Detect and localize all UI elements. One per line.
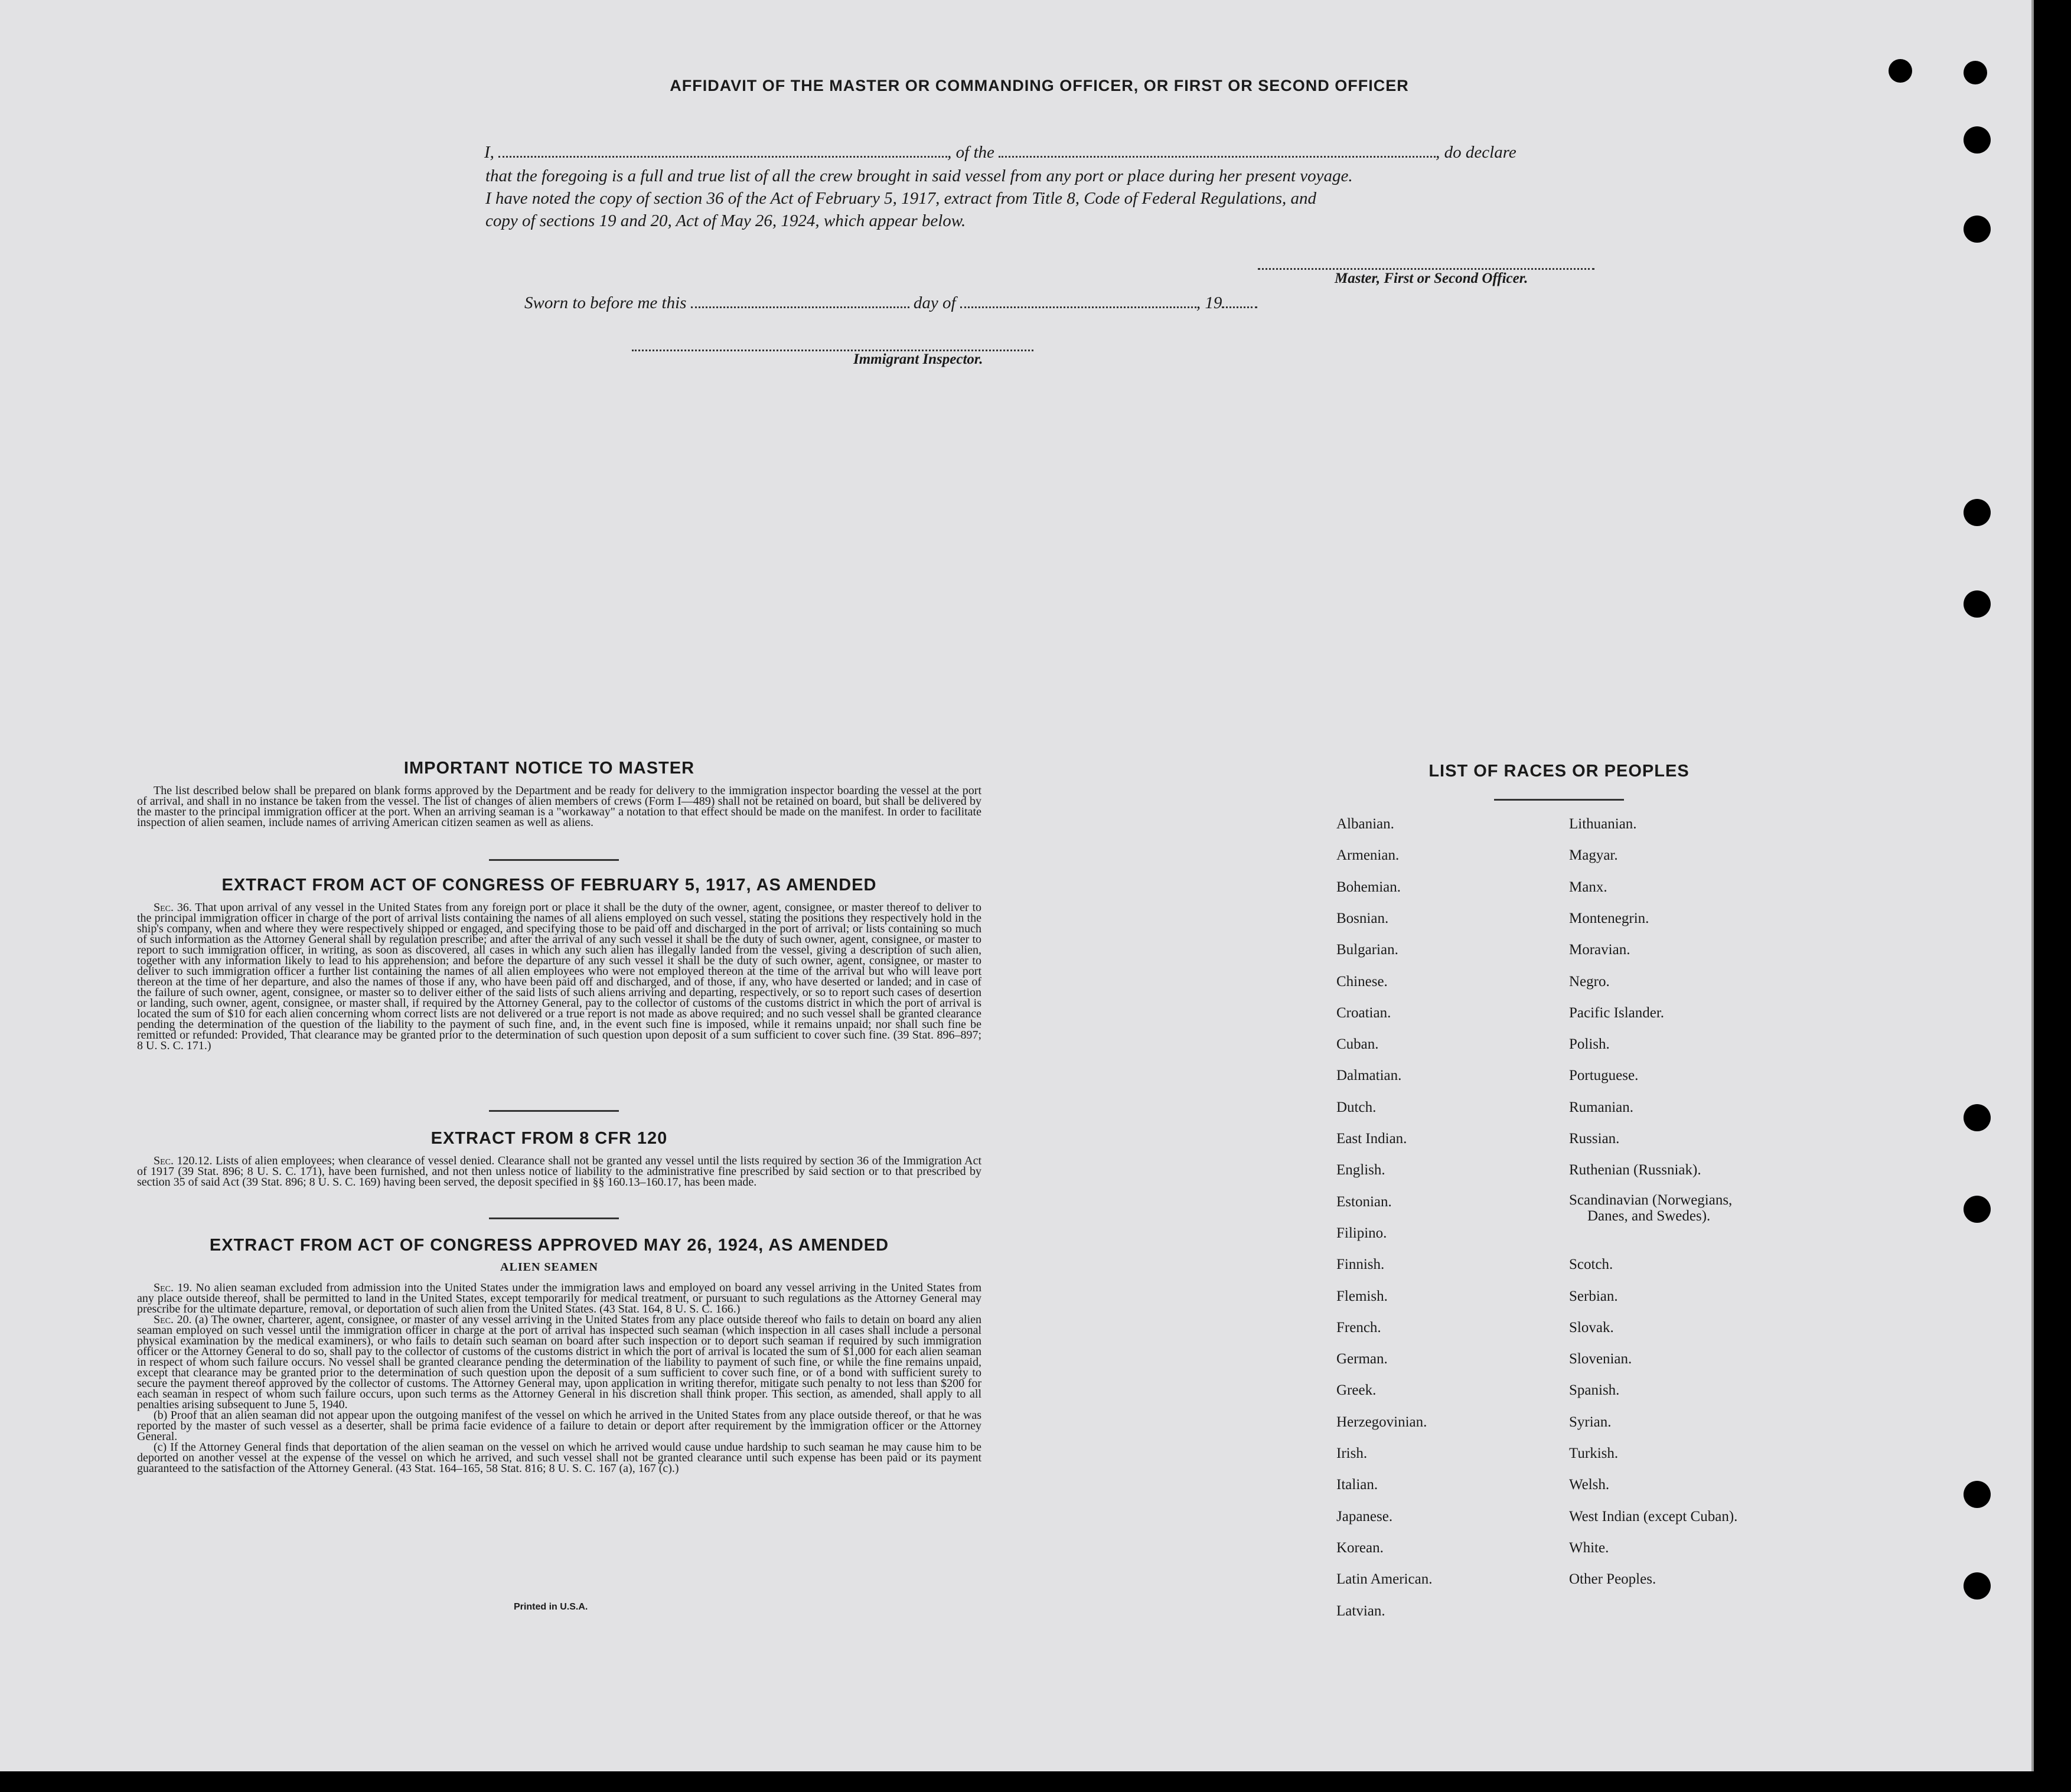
punch-hole — [1964, 499, 1991, 526]
race-item: Serbian. — [1569, 1288, 1618, 1304]
extract-cfr-block — [137, 1156, 981, 1187]
race-item: Portuguese. — [1569, 1068, 1639, 1084]
sec-36-label: Sec. 36. — [154, 901, 192, 914]
races-title-rule — [1494, 799, 1624, 801]
sworn-day-field[interactable] — [691, 301, 909, 308]
race-item: Italian. — [1336, 1477, 1378, 1493]
race-item: Korean. — [1336, 1539, 1384, 1556]
punch-hole — [1964, 1196, 1991, 1223]
race-item: English. — [1336, 1162, 1385, 1179]
race-item: West Indian (except Cuban). — [1569, 1508, 1738, 1525]
punch-hole — [1964, 1572, 1991, 1600]
inspector-signature-label: Immigrant Inspector. — [853, 351, 983, 367]
sec-19-label: Sec. 19. — [154, 1281, 193, 1294]
punch-hole — [1964, 1104, 1991, 1131]
extract-1924-subtitle: ALIEN SEAMEN — [500, 1261, 598, 1274]
notice-divider — [489, 859, 619, 861]
race-item: Dalmatian. — [1336, 1068, 1402, 1084]
race-item: Spanish. — [1569, 1382, 1620, 1399]
race-item: Slovak. — [1569, 1319, 1614, 1336]
punch-hole — [1964, 126, 1991, 154]
race-item: Polish. — [1569, 1036, 1610, 1053]
sworn-month-field[interactable] — [960, 301, 1196, 308]
race-item: Estonian. — [1336, 1193, 1392, 1210]
sworn-line — [524, 293, 1410, 313]
sec-20-label: Sec. 20. — [154, 1313, 192, 1326]
race-item: Japanese. — [1336, 1508, 1393, 1525]
punch-hole — [1889, 59, 1912, 83]
race-item: Manx. — [1569, 879, 1607, 895]
extract-1917-title: EXTRACT FROM ACT OF CONGRESS OF FEBRUARY 5, 1917, AS AMENDED — [221, 876, 877, 895]
affidavit-of-the: , of the — [947, 143, 994, 162]
extract-cfr-title: EXTRACT FROM 8 CFR 120 — [430, 1129, 668, 1148]
race-item: Scandinavian (Norwegians, — [1569, 1192, 1733, 1208]
extract-cfr-divider — [489, 1217, 619, 1219]
race-item: Chinese. — [1336, 973, 1388, 990]
race-item: Bulgarian. — [1336, 942, 1398, 958]
affidavit-do-declare: , do declare — [1436, 143, 1516, 162]
race-item: Scotch. — [1569, 1256, 1613, 1273]
affidavit-line-3: copy of sections 19 and 20, Act of May 26, 1924, which appear below. — [485, 211, 966, 230]
year-label: , 19 — [1196, 293, 1222, 312]
affidavit-line-1: that the foregoing is a full and true list of all the crew brought in said vessel from any port or place during her present voyage. — [485, 167, 1353, 185]
race-item: Flemish. — [1336, 1288, 1388, 1304]
race-item: Slovenian. — [1569, 1351, 1632, 1367]
sworn-year-field[interactable] — [1222, 301, 1257, 308]
master-signature-label: Master, First or Second Officer. — [1335, 270, 1528, 286]
race-item: Finnish. — [1336, 1256, 1385, 1273]
sworn-label: Sworn to before me this — [524, 293, 687, 312]
race-item: Danes, and Swedes). — [1587, 1207, 1711, 1224]
notice-title: IMPORTANT NOTICE TO MASTER — [403, 759, 695, 778]
sec-36-text: That upon arrival of any vessel in the United States from any foreign port or place it shall be the duty of the owner, agent, consignee, or master thereof to deliver to the principal immigration officer in charge of the port of arrival lists containing the names of all aliens employed on such vessel, stating the positions they respectively hold in the ship's company, when and where they were respectively shipped or engaged, and specifying those to be paid off and discharged in the port of arrival; or lists containing so much of such information as the Attorney General shall by regulation prescribe; and after the arrival of any such vessel it shall be the duty of such owner, agent, consignee, or master to report to such immigration officer, in writing, as soon as discovered, all cases in which any such alien has illegally landed from the vessel, giving a description of such alien, together with any information likely to lead to his apprehension; and before the departure of any such vessel it shall be the duty of such owner, agent, consignee, or master to deliver to such immigration officer a further list containing the names of all alien employees who were not employed thereon at the time of the arrival but who will leave port thereon at the time of her departure, and also the names of those if any, who have been paid off and discharged, and of those, if any, who have deserted or landed; and in case of the failure of such owner, agent, consignee, or master so to deliver either of the said lists of such aliens arriving and departing, respectively, or so to report such cases of desertion or landing, such owner, agent, consignee, or master shall, if required by the Attorney General, pay to the collector of customs of the customs district in which the port of arrival is located the sum of $10 for each alien concerning whom correct lists are not delivered or a true report is not made as above required; and no such vessel shall be granted clearance pending the determination of the question of the liability to the payment of such fine, and, in the event such fine is imposed, while it remains unpaid; nor shall such fine be remitted or refunded: Provided, That clearance may be granted prior to the determination of such question upon deposit of a sum sufficient to cover such fine. (39 Stat. 896–897; 8 U. S. C. 171.) — [137, 901, 981, 1052]
affidavit-title: AFFIDAVIT OF THE MASTER OR COMMANDING OFFICER, OR FIRST OR SECOND OFFICER — [670, 77, 1409, 94]
races-title: LIST OF RACES OR PEOPLES — [1428, 762, 1690, 781]
affidavit-line-2: I have noted the copy of section 36 of the Act of February 5, 1917, extract from Title 8, Code of Federal Regulations, and — [485, 189, 1317, 208]
race-item: White. — [1569, 1539, 1609, 1556]
race-item: Irish. — [1336, 1445, 1368, 1461]
race-item: Pacific Islander. — [1569, 1004, 1665, 1021]
sec-20a-text: (a) The owner, charterer, agent, consignee, or master of any vessel arriving in the United States from any place outside thereof who fails to detain on board any alien seaman employed on such vessel until the immigration officer in charge at the port of arrival has inspected such seaman (which inspection in all cases shall include a personal physical examination by the medical examiners), or who fails to detain such seaman on board after such inspection or to deport such seaman if required by such immigration officer or the Attorney General to do so, shall pay to the collector of customs of the customs district in which the port of arrival is located the sum of $1,000 for each alien seaman in respect of whom such failure occurs. No vessel shall be granted clearance pending the determination of the liability to payment of such fine, or while the fine remains unpaid, except that clearance may be granted prior to the determination of such question upon the deposit of a sum sufficient to cover such fine, or of a bond with sufficient surety to secure the payment thereof approved by the collector of customs. The Attorney General may, upon application in writing therefor, mitigate such penalty to not less than $200 for each seaman in respect of whom such failure occurs, upon such terms as the Attorney General in his discretion shall think proper. This section, as amended, shall apply to all penalties arising subsequent to June 5, 1940. — [137, 1313, 982, 1411]
affidavit-i: I, — [484, 143, 494, 162]
vessel-field[interactable] — [999, 150, 1436, 158]
affidavit-declaration-line — [484, 143, 1594, 162]
race-item: Albanian. — [1336, 816, 1394, 832]
race-item: Armenian. — [1336, 847, 1400, 864]
race-item: East Indian. — [1336, 1131, 1407, 1147]
inspector-signature-field[interactable] — [632, 344, 1033, 351]
race-item: Greek. — [1336, 1382, 1377, 1399]
race-item: French. — [1336, 1319, 1381, 1336]
race-item: German. — [1336, 1351, 1388, 1367]
sheet-edge — [2031, 0, 2034, 1771]
race-item: Russian. — [1569, 1131, 1620, 1147]
race-item: Latin American. — [1336, 1571, 1433, 1588]
race-item: Magyar. — [1569, 847, 1618, 864]
punch-hole — [1964, 216, 1991, 243]
race-item: Lithuanian. — [1569, 816, 1637, 832]
race-item: Syrian. — [1569, 1414, 1612, 1430]
race-item: Other Peoples. — [1569, 1571, 1656, 1588]
sec-20c-text: (c) If the Attorney General finds that deportation of the alien seaman on the vessel on which he arrived would cause undue hardship to such seaman he may cause him to be deported on another vessel at the expense of the vessel on which he arrived, and such vessel shall not be granted clearance until such expense has been paid or its payment guaranteed to the satisfaction of the Attorney General. (43 Stat. 164–165, 58 Stat. 816; 8 U. S. C. 167 (a), 167 (c).) — [137, 1441, 981, 1475]
sec-19-text: No alien seaman excluded from admission into the United States under the immigration laws and employed on board any vessel arriving in the United States from any place outside thereof, shall be permitted to land in the United States, except temporarily for medical treatment, or pursuant to such regulations as the Attorney General may prescribe for the ultimate departure, removal, or deportation of such alien from the United States. (43 Stat. 164, 8 U. S. C. 166.) — [137, 1281, 982, 1316]
extract-1917-block — [137, 902, 981, 1051]
race-item: Latvian. — [1336, 1602, 1385, 1619]
race-item: Bosnian. — [1336, 910, 1389, 926]
printed-in-usa: Printed in U.S.A. — [514, 1602, 588, 1612]
notice-text: The list described below shall be prepared on blank forms approved by the Department and be ready for delivery to the immigration inspector boarding the vessel at the port of arrival, and shall in no instance be taken from the vessel. The list of changes of alien members of crews (Form I—489) shall not be retained on board, but shall be delivered by the master to the principal immigration officer at the port. When an arriving seaman is a "workaway" a notation to that effect should be made on the manifest. In order to facilitate inspection of alien seamen, include names of arriving American citizen seamen as well as aliens. — [137, 784, 981, 829]
sec-20b-text: (b) Proof that an alien seaman did not appear upon the outgoing manifest of the vessel on which he arrived in the United States from any place outside thereof, or that he was reported by the master of such vessel as a deserter, shall be prima facie evidence of a failure to detain or deport after requirement by the immigration officer or the Attorney General. — [137, 1409, 981, 1443]
race-item: Negro. — [1569, 973, 1610, 990]
race-item: Herzegovinian. — [1336, 1414, 1427, 1430]
day-of-label: day of — [913, 293, 956, 312]
extract-1924-block — [137, 1282, 981, 1474]
sec-120-12-text: Lists of alien employees; when clearance of vessel denied. Clearance shall not be granted any vessel until the lists required by section 36 of the Immigration Act of 1917 (39 Stat. 896; 8 U. S. C. 171), have been furnished, and not then unless notice of liability to the administrative fine prescribed by said section or to that prescribed by section 35 of said Act (39 Stat. 896; 8 U. S. C. 169) having been served, the deposit specified in §§ 160.13–160.17, has been made. — [137, 1154, 982, 1189]
race-item: Croatian. — [1336, 1004, 1391, 1021]
race-item: Turkish. — [1569, 1445, 1619, 1461]
race-item: Filipino. — [1336, 1225, 1387, 1241]
race-item: Rumanian. — [1569, 1099, 1634, 1115]
extract-1917-divider — [489, 1110, 619, 1112]
race-item: Montenegrin. — [1569, 910, 1649, 926]
race-item: Welsh. — [1569, 1477, 1610, 1493]
sec-120-12-label: Sec. 120.12. — [154, 1154, 213, 1167]
notice-text-block — [137, 785, 981, 828]
extract-1924-title: EXTRACT FROM ACT OF CONGRESS APPROVED MAY 26, 1924, AS AMENDED — [209, 1236, 889, 1255]
race-item: Cuban. — [1336, 1036, 1379, 1053]
race-item: Dutch. — [1336, 1099, 1377, 1115]
master-signature-field[interactable] — [1258, 262, 1594, 270]
race-item: Bohemian. — [1336, 879, 1401, 895]
punch-hole — [1964, 1481, 1991, 1508]
punch-hole — [1964, 590, 1991, 618]
punch-hole — [1964, 61, 1987, 84]
race-item: Ruthenian (Russniak). — [1569, 1162, 1701, 1179]
name-field[interactable] — [498, 150, 947, 158]
race-item: Moravian. — [1569, 942, 1630, 958]
